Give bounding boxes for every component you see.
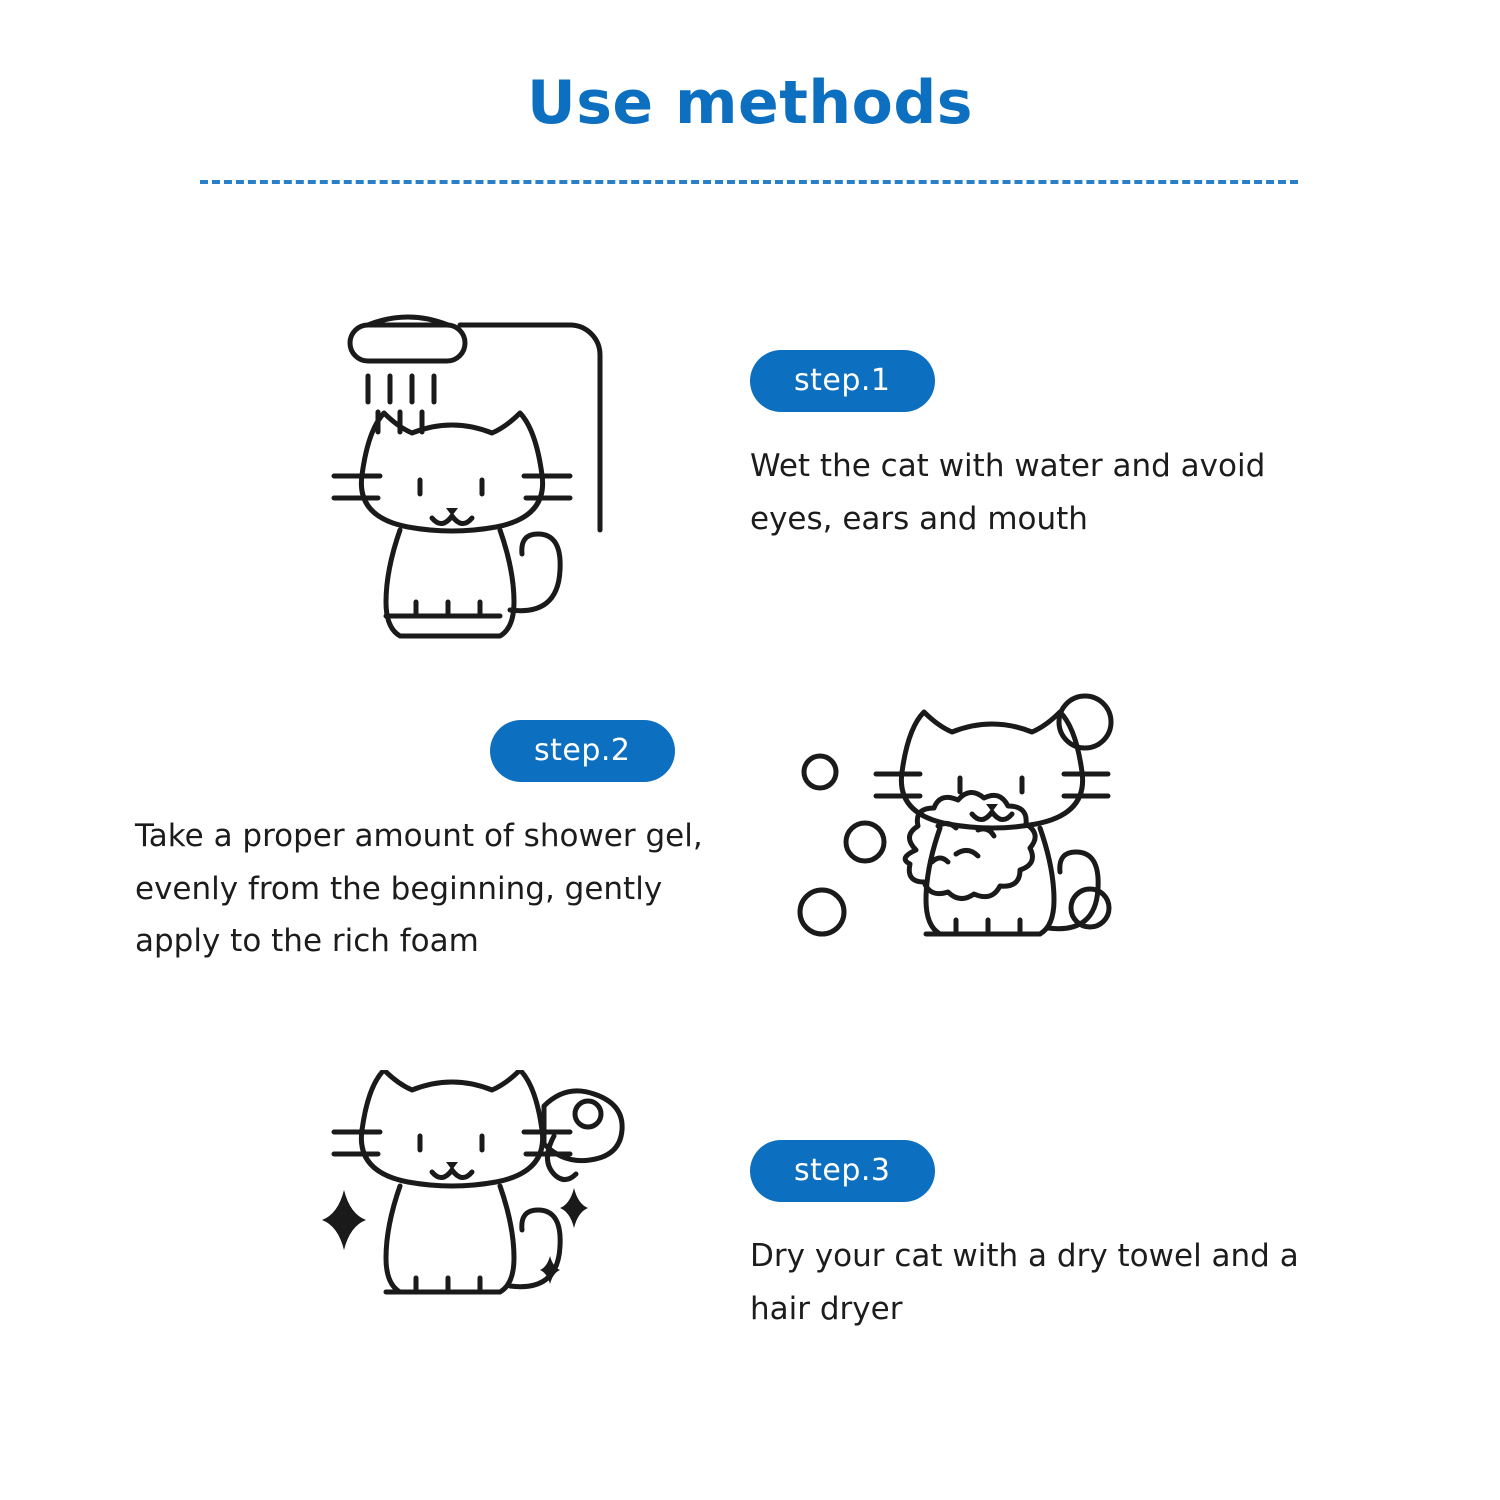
step-3-description: Dry your cat with a dry towel and a hair dryer bbox=[750, 1238, 1299, 1327]
cat-with-hair-dryer-icon bbox=[320, 1070, 650, 1320]
step-row-3 bbox=[0, 1070, 1500, 1330]
step-row-1 bbox=[0, 280, 1500, 650]
step-1-badge: step.1 bbox=[750, 350, 935, 412]
step-1-text-block bbox=[750, 350, 1350, 545]
step-2-badge: step.2 bbox=[490, 720, 675, 782]
step-2-text-block bbox=[135, 720, 735, 968]
step-row-2 bbox=[0, 690, 1500, 1010]
cat-with-foam-sponge-icon bbox=[790, 690, 1120, 980]
cat-under-shower-icon bbox=[320, 280, 620, 650]
step-1-description: Wet the cat with water and avoid eyes, ears and mouth bbox=[750, 448, 1266, 537]
page-title: Use methods bbox=[526, 68, 973, 138]
step-3-text-block bbox=[750, 1140, 1350, 1335]
dashed-divider bbox=[200, 180, 1298, 184]
step-2-description: Take a proper amount of shower gel, evenly from the beginning, gently apply to the rich foam bbox=[135, 818, 703, 960]
step-3-badge: step.3 bbox=[750, 1140, 935, 1202]
